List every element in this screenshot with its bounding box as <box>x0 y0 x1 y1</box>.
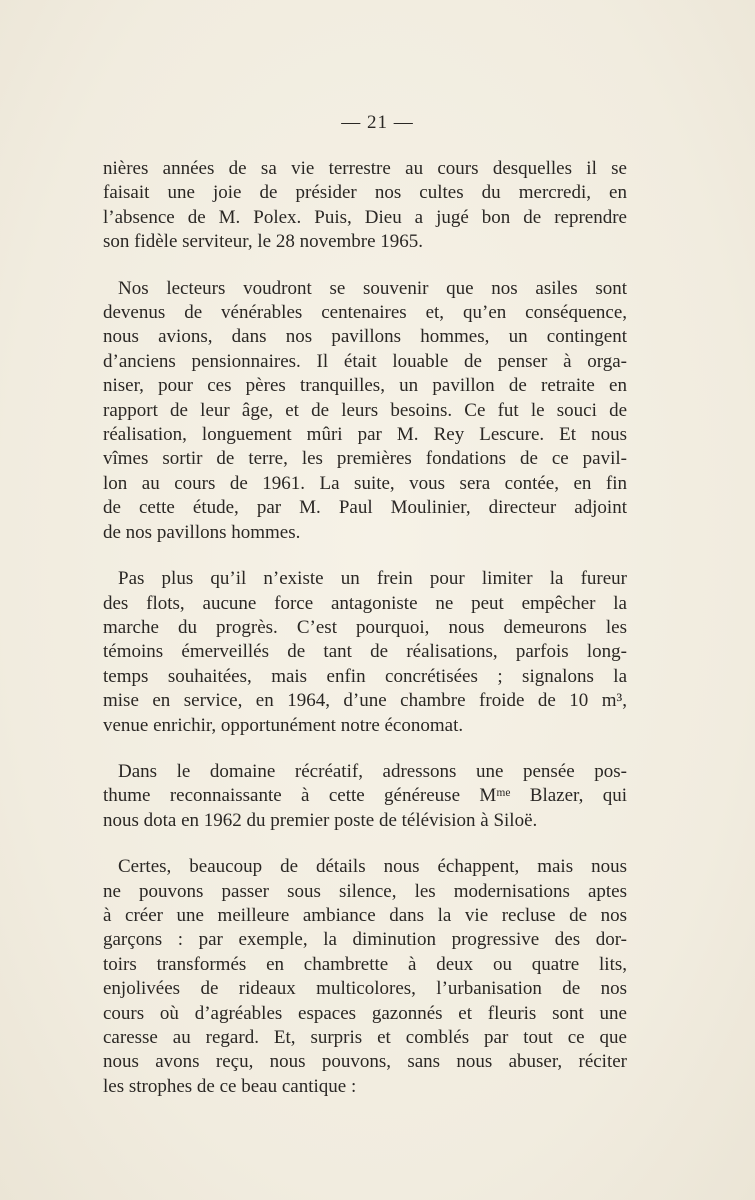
text-line: toirs transformés en chambrette à deux ou quatre lits, <box>103 953 627 975</box>
paragraph <box>103 760 627 833</box>
text-line: l’absence de M. Polex. Puis, Dieu a jugé bon de reprendre <box>103 206 627 228</box>
text-line: faisait une joie de présider nos cultes du mercredi, en <box>103 182 627 204</box>
text-line: niser, pour ces pères tranquilles, un pavillon de retraite en <box>103 375 627 397</box>
text-line: Dans le domaine récréatif, adressons une pensée pos- <box>118 760 627 782</box>
text-line: d’anciens pensionnaires. Il était louable de penser à orga- <box>103 350 627 372</box>
page-number: — 21 — <box>341 112 414 133</box>
text-line: marche du progrès. C’est pourquoi, nous demeurons les <box>103 616 627 638</box>
text-line: thume reconnaissante à cette généreuse Mᵐᵉ Blazer, qui <box>103 785 627 807</box>
text-line: des flots, aucune force antagoniste ne peut empêcher la <box>103 592 627 614</box>
text-line: rapport de leur âge, et de leurs besoins. Ce fut le souci de <box>103 399 627 421</box>
text-line: ne pouvons passer sous silence, les modernisations aptes <box>103 880 627 902</box>
text-line: son fidèle serviteur, le 28 novembre 1965. <box>103 231 424 253</box>
text-line: vîmes sortir de terre, les premières fondations de ce pavil- <box>103 448 627 470</box>
text-line: cours où d’agréables espaces gazonnés et fleuris sont une <box>103 1002 627 1024</box>
text-line: Pas plus qu’il n’existe un frein pour limiter la fureur <box>118 568 627 590</box>
text-line: nous avions, dans nos pavillons hommes, un contingent <box>103 326 627 348</box>
paragraph <box>103 157 627 255</box>
paragraph <box>103 277 627 545</box>
text-line: caresse au regard. Et, surpris et comblés par tout ce que <box>103 1027 627 1048</box>
text-line: lon au cours de 1961. La suite, vous sera contée, en fin <box>103 472 627 494</box>
text-line: nières années de sa vie terrestre au cours desquelles il se <box>103 158 627 179</box>
text-line: de cette étude, par M. Paul Moulinier, directeur adjoint <box>103 497 627 519</box>
text-line: à créer une meilleure ambiance dans la vie recluse de nos <box>103 904 627 926</box>
text-line: témoins émerveillés de tant de réalisations, parfois long- <box>103 641 627 663</box>
text-line: garçons : par exemple, la diminution progressive des dor- <box>103 929 627 951</box>
text-line: de nos pavillons hommes. <box>103 521 301 543</box>
text-line: devenus de vénérables centenaires et, qu’en conséquence, <box>103 302 627 324</box>
text-line: enjolivées de rideaux multicolores, l’urbanisation de nos <box>103 978 627 1000</box>
paragraph <box>103 855 627 1099</box>
text-line: nous dota en 1962 du premier poste de télévision à Siloë. <box>103 809 538 831</box>
text-line: venue enrichir, opportunément notre économat. <box>103 714 464 736</box>
text-line: les strophes de ce beau cantique : <box>103 1075 357 1097</box>
text-line: Nos lecteurs voudront se souvenir que nos asiles sont <box>118 277 627 299</box>
paragraph <box>103 567 627 738</box>
text-line: temps souhaitées, mais enfin concrétisées ; signalons la <box>103 665 627 687</box>
text-line: réalisation, longuement mûri par M. Rey Lescure. Et nous <box>103 424 627 446</box>
text-line: Certes, beaucoup de détails nous échappent, mais nous <box>118 856 627 878</box>
text-line: mise en service, en 1964, d’une chambre froide de 10 m³, <box>103 690 627 712</box>
body-text <box>103 157 627 1121</box>
text-line: nous avons reçu, nous pouvons, sans nous abuser, réciter <box>103 1051 627 1073</box>
